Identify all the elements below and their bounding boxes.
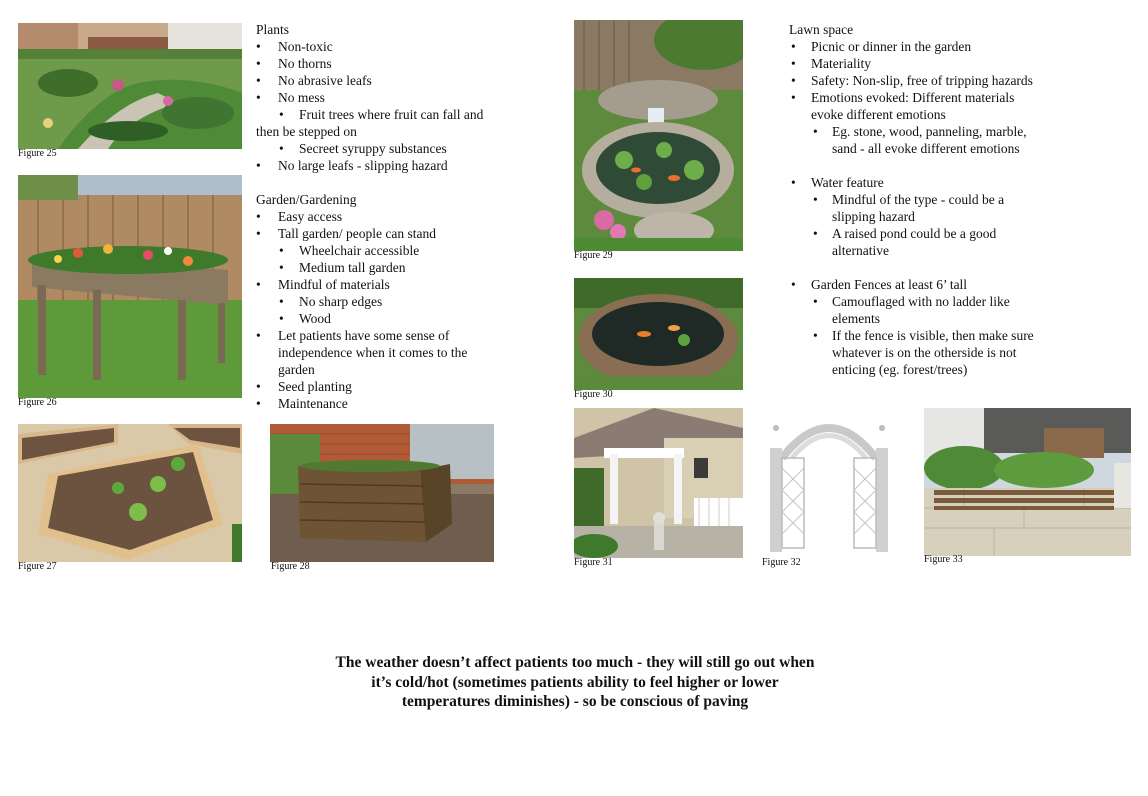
list-item: • Wood (256, 310, 506, 327)
figure-31-caption: Figure 31 (574, 557, 613, 568)
list-item: • Safety: Non-slip, free of tripping hazards (789, 72, 1049, 89)
list-item-text: • If the fence is visible, then make sure whatever is on the otherside is not enticing (eg. forest/trees) (832, 328, 1034, 377)
plants-section (256, 21, 506, 412)
plants-heading: Plants (256, 22, 290, 37)
list-item: • Maintenance (256, 395, 506, 412)
list-item-text: • A raised pond could be a good alternative (832, 226, 997, 258)
list-item: • Tall garden/ people can stand (256, 225, 506, 242)
list-item-text: • Camouflaged with no ladder like elements (832, 294, 1010, 326)
list-item: • Medium tall garden (256, 259, 506, 276)
figure-30-image (574, 278, 743, 390)
fences-heading: • Garden Fences at least 6’ tall (789, 276, 1049, 293)
list-item (789, 123, 1043, 157)
list-item: • No sharp edges (256, 293, 506, 310)
list-item: • No large leafs - slipping hazard (256, 157, 506, 174)
figure-33-caption: Figure 33 (924, 554, 963, 565)
weather-note: The weather doesn’t affect patients too much - they will still go out when it’s cold/hot (sometimes patients ability to feel higher or lower temperatures diminishes) - so be conscious of paving (335, 654, 815, 710)
figure-27-caption: Figure 27 (18, 561, 57, 572)
list-item: • Seed planting (256, 378, 506, 395)
list-item: • Emotions evoked: Different materials evoke different emotions (789, 89, 1033, 123)
list-item (789, 293, 1033, 327)
figure-29-image (574, 20, 743, 251)
list-item: • Non-toxic (256, 38, 506, 55)
figure-28-image (270, 424, 494, 562)
list-item-text: • Eg. stone, wood, panneling, marble, sand - all evoke different emotions (832, 124, 1027, 156)
list-item: • Picnic or dinner in the garden (789, 38, 1049, 55)
list-item: • No mess (256, 89, 506, 106)
lawn-section (789, 21, 1049, 378)
list-item: • Let patients have some sense of independence when it comes to the garden (256, 327, 490, 378)
figure-29-caption: Figure 29 (574, 250, 613, 261)
list-item: • Secreet syruppy substances (256, 140, 506, 157)
figure-31-image (574, 408, 743, 558)
list-item (789, 225, 1033, 259)
gardening-heading: Garden/Gardening (256, 192, 357, 207)
figure-27-image (18, 424, 242, 562)
list-item: • No thorns (256, 55, 506, 72)
list-item: • Materiality (789, 55, 1049, 72)
figure-32-image (762, 408, 896, 554)
figure-26-image (18, 175, 242, 398)
figure-32-caption: Figure 32 (762, 557, 801, 568)
list-item (789, 327, 1043, 378)
figure-28-caption: Figure 28 (271, 561, 310, 572)
list-item: • Easy access (256, 208, 506, 225)
figure-33-image (924, 408, 1131, 556)
list-item (789, 191, 1033, 225)
figure-25-caption: Figure 25 (18, 148, 57, 159)
figure-30-caption: Figure 30 (574, 389, 613, 400)
list-item: • No abrasive leafs (256, 72, 506, 89)
list-item-fruit-cont: then be stepped on (256, 124, 357, 139)
lawn-heading: Lawn space (789, 22, 854, 37)
list-item: • Wheelchair accessible (256, 242, 506, 259)
figure-26-caption: Figure 26 (18, 397, 57, 408)
list-item-text: • Mindful of the type - could be a slipping hazard (832, 192, 1005, 224)
water-heading: • Water feature (789, 174, 1049, 191)
list-item-fruit: • Fruit trees where fruit can fall and (256, 106, 506, 123)
figure-25-image (18, 23, 242, 149)
list-item: • Mindful of materials (256, 276, 506, 293)
